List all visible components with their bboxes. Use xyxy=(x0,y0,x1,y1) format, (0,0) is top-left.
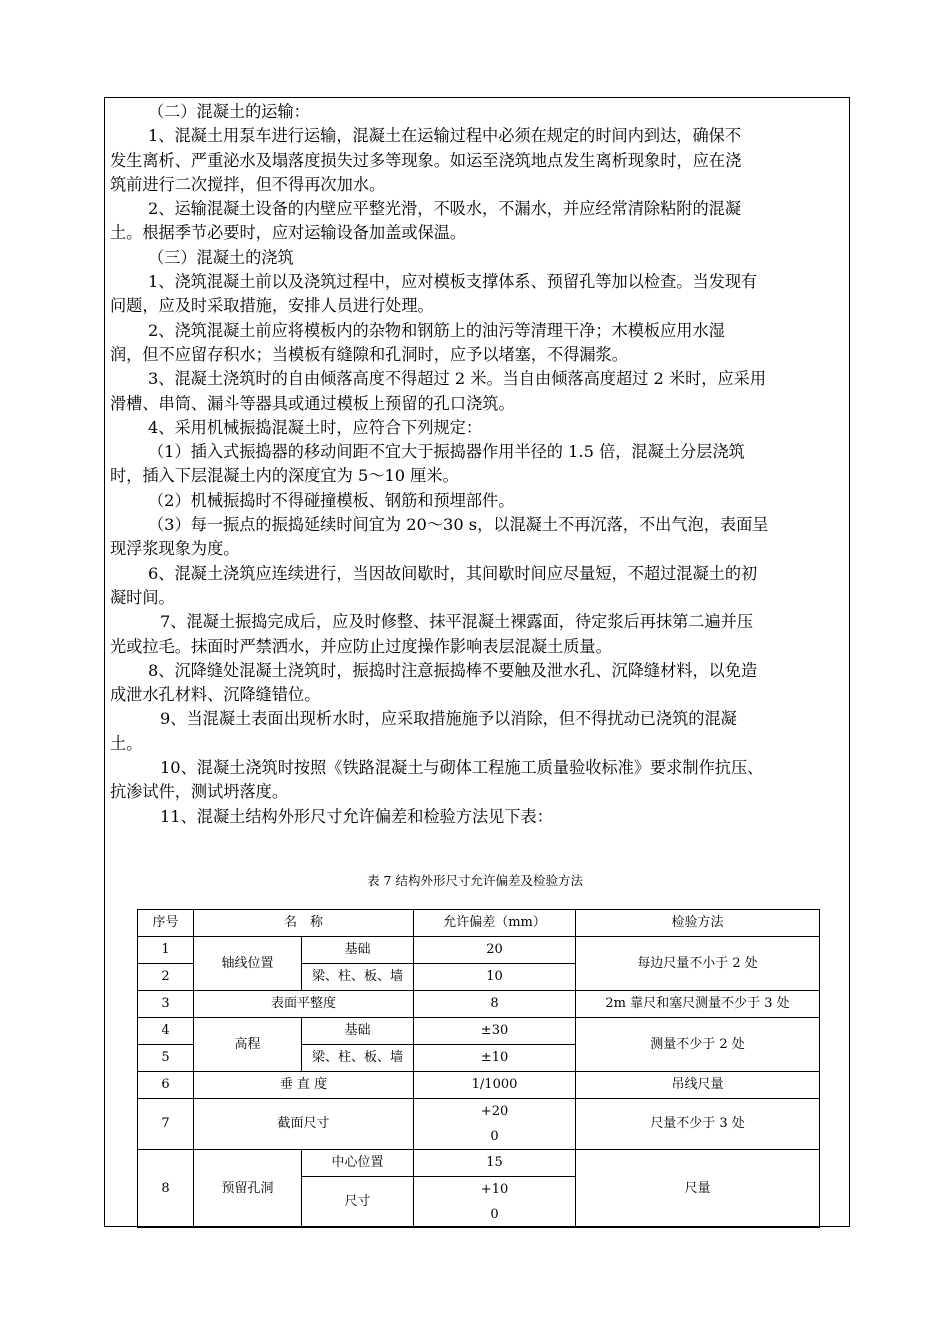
body-line: 土。 xyxy=(110,733,143,753)
tolerance-table xyxy=(137,909,820,1228)
header-name: 名 称 xyxy=(194,910,414,937)
row-no: 6 xyxy=(138,1072,194,1099)
body-line: 6、混凝土浇筑应连续进行，当因故间歇时，其间歇时间应尽量短，不超过混凝土的初 xyxy=(148,563,758,583)
body-line: 凝时间。 xyxy=(110,587,175,607)
header-no: 序号 xyxy=(138,910,194,937)
row-method: 尺量 xyxy=(576,1150,820,1228)
body-line: 1、浇筑混凝土前以及浇筑过程中，应对模板支撑体系、预留孔等加以检查。当发现有 xyxy=(148,272,758,292)
row-sub: 基础 xyxy=(302,1018,414,1045)
body-line: 1、混凝土用泵车进行运输，混凝土在运输过程中必须在规定的时间内到达，确保不 xyxy=(148,126,742,146)
body-line: 润，但不应留存积水；当模板有缝隙和孔洞时，应予以堵塞，不得漏浆。 xyxy=(110,344,628,364)
table-row xyxy=(138,1018,820,1045)
row-tolerance: 1/1000 xyxy=(414,1072,576,1099)
row-sub: 梁、柱、板、墙 xyxy=(302,1045,414,1072)
row-tolerance: 10 xyxy=(414,964,576,991)
body-line: 筑前进行二次搅拌，但不得再次加水。 xyxy=(110,174,386,194)
row-name: 垂 直 度 xyxy=(194,1072,414,1099)
body-line: 抗渗试件，测试坍落度。 xyxy=(110,782,289,802)
table-row xyxy=(138,1072,820,1099)
table-caption: 表 7 结构外形尺寸允许偏差及检验方法 xyxy=(367,873,583,888)
body-line: （三）混凝土的浇筑 xyxy=(148,247,294,267)
body-text xyxy=(110,100,844,829)
row-group: 预留孔洞 xyxy=(194,1150,302,1228)
row-no: 2 xyxy=(138,964,194,991)
row-name: 截面尺寸 xyxy=(194,1099,414,1150)
body-line: 土。根据季节必要时，应对运输设备加盖或保温。 xyxy=(110,223,467,243)
row-tolerance xyxy=(414,1099,576,1150)
body-line: （二）混凝土的运输： xyxy=(148,102,310,121)
row-tolerance: 8 xyxy=(414,991,576,1018)
row-tolerance: 15 xyxy=(414,1150,576,1177)
body-line: 4、采用机械振捣混凝土时，应符合下列规定： xyxy=(148,417,483,437)
body-line: 发生离析、严重泌水及塌落度损失过多等现象。如运至浇筑地点发生离析现象时，应在浇 xyxy=(110,150,742,170)
body-line: （1）插入式振捣器的移动间距不宜大于振捣器作用半径的 1.5 倍，混凝土分层浇筑 xyxy=(148,442,745,462)
header-tolerance: 允许偏差（mm） xyxy=(414,910,576,937)
row-no: 8 xyxy=(138,1150,194,1228)
table-row xyxy=(138,1099,820,1150)
row-method: 测量不少于 2 处 xyxy=(576,1018,820,1072)
body-line: 10、混凝土浇筑时按照《铁路混凝土与砌体工程施工质量验收标准》要求制作抗压、 xyxy=(160,758,764,778)
tolerance-lower: 0 xyxy=(490,1129,499,1144)
row-tolerance: ±10 xyxy=(414,1045,576,1072)
body-line: 时，插入下层混凝土内的深度宜为 5～10 厘米。 xyxy=(110,466,459,486)
body-line: （3）每一振点的振捣延续时间宜为 20～30 s，以混凝土不再沉落，不出气泡，表面呈 xyxy=(148,515,769,535)
row-tolerance xyxy=(414,1177,576,1228)
row-no: 1 xyxy=(138,937,194,964)
body-line: 现浮浆现象为度。 xyxy=(110,539,240,559)
row-group: 轴线位置 xyxy=(194,937,302,991)
row-sub: 基础 xyxy=(302,937,414,964)
table-header-row xyxy=(138,910,820,937)
body-line: （2）机械振捣时不得碰撞模板、钢筋和预埋部件。 xyxy=(148,490,515,510)
row-sub: 尺寸 xyxy=(302,1177,414,1228)
row-tolerance: 20 xyxy=(414,937,576,964)
row-no: 5 xyxy=(138,1045,194,1072)
body-line: 7、混凝土振捣完成后，应及时修整、抹平混凝土裸露面，待定浆后再抹第二遍并压 xyxy=(160,612,754,632)
row-name: 表面平整度 xyxy=(194,991,414,1018)
table-row xyxy=(138,991,820,1018)
row-sub: 中心位置 xyxy=(302,1150,414,1177)
body-line: 11、混凝土结构外形尺寸允许偏差和检验方法见下表： xyxy=(160,806,553,826)
tolerance-lower: 0 xyxy=(490,1207,499,1222)
row-group: 高程 xyxy=(194,1018,302,1072)
body-line: 成泄水孔材料、沉降缝错位。 xyxy=(110,685,321,705)
body-line: 2、运输混凝土设备的内壁应平整光滑，不吸水，不漏水，并应经常清除粘附的混凝 xyxy=(148,199,742,219)
row-method: 尺量不少于 3 处 xyxy=(576,1099,820,1150)
row-tolerance: ±30 xyxy=(414,1018,576,1045)
tolerance-upper: +20 xyxy=(480,1104,509,1119)
row-sub: 梁、柱、板、墙 xyxy=(302,964,414,991)
row-no: 7 xyxy=(138,1099,194,1150)
body-line: 光或拉毛。抹面时严禁洒水，并应防止过度操作影响表层混凝土质量。 xyxy=(110,636,612,656)
row-method: 2m 靠尺和塞尺测量不少于 3 处 xyxy=(576,991,820,1018)
row-method: 吊线尺量 xyxy=(576,1072,820,1099)
body-line: 滑槽、串筒、漏斗等器具或通过模板上预留的孔口浇筑。 xyxy=(110,393,515,413)
body-line: 2、浇筑混凝土前应将模板内的杂物和钢筋上的油污等清理干净；木模板应用水湿 xyxy=(148,320,725,340)
row-no: 4 xyxy=(138,1018,194,1045)
body-line: 问题，应及时采取措施，安排人员进行处理。 xyxy=(110,296,434,316)
table-row xyxy=(138,937,820,964)
body-line: 9、当混凝土表面出现析水时，应采取措施施予以消除，但不得扰动已浇筑的混凝 xyxy=(160,709,737,729)
table-row xyxy=(138,1150,820,1177)
body-line: 8、沉降缝处混凝土浇筑时，振捣时注意振捣棒不要触及泄水孔、沉降缝材料，以免造 xyxy=(148,660,758,680)
row-method: 每边尺量不小于 2 处 xyxy=(576,937,820,991)
header-method: 检验方法 xyxy=(576,910,820,937)
body-line: 3、混凝土浇筑时的自由倾落高度不得超过 2 米。当自由倾落高度超过 2 米时，应采用 xyxy=(148,369,767,389)
row-no: 3 xyxy=(138,991,194,1018)
tolerance-upper: +10 xyxy=(480,1182,509,1197)
